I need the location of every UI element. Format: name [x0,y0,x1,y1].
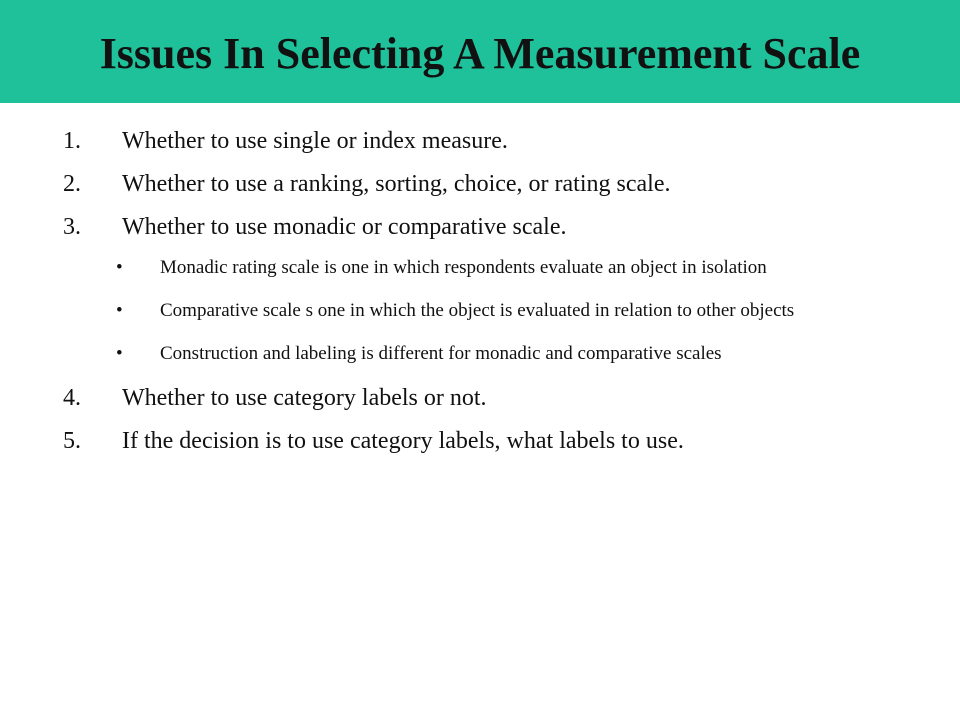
sub-bullet-text: Construction and labeling is different for monadic and comparative scales [160,343,722,364]
item-text: Whether to use category labels or not. [122,385,487,411]
item-text: Whether to use single or index measure. [122,128,508,154]
slide-body [0,112,960,455]
sub-bullet-text: Comparative scale s one in which the object is evaluated in relation to other objects [160,300,795,321]
bullet-icon: • [116,257,123,278]
item-text: Whether to use monadic or comparative scale. [122,214,567,240]
sub-bullet-list [0,255,960,366]
slide-title: Issues In Selecting A Measurement Scale [99,28,861,78]
sub-bullet-item [0,298,900,323]
numbered-item-5 [0,427,960,455]
item-number: 4. [63,385,81,411]
sub-bullet-item [0,341,900,366]
title-bar [0,0,960,103]
numbered-item-4 [0,384,960,412]
bullet-icon: • [116,300,123,321]
item-text: Whether to use a ranking, sorting, choice, or rating scale. [122,171,671,197]
item-number: 1. [63,128,81,154]
item-number: 3. [63,214,81,240]
item-text: If the decision is to use category labels, what labels to use. [122,428,684,454]
numbered-item-3 [0,213,960,241]
sub-bullet-item [0,255,900,280]
item-number: 5. [63,428,81,454]
numbered-item-1 [0,127,960,155]
item-number: 2. [63,171,81,197]
numbered-item-2 [0,170,960,198]
bullet-icon: • [116,343,123,364]
sub-bullet-text: Monadic rating scale is one in which respondents evaluate an object in isolation [160,257,767,278]
